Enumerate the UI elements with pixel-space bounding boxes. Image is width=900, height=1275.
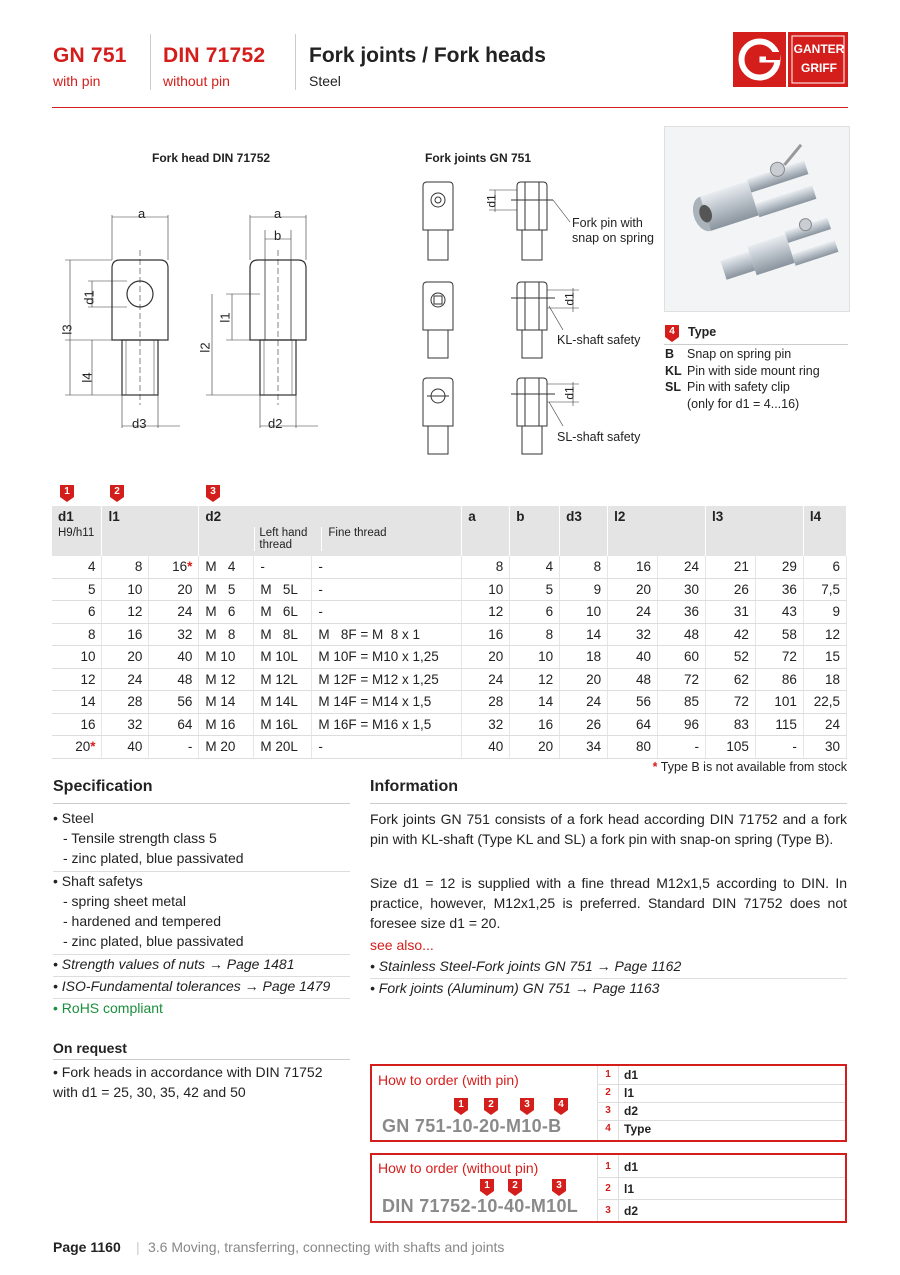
table-cell: M 5 — [199, 578, 254, 601]
table-cell: 115 — [755, 713, 803, 736]
table-cell: - — [658, 736, 706, 759]
table-cell: 30 — [803, 736, 846, 759]
table-cell: 10 — [102, 578, 149, 601]
table-cell: 36 — [755, 578, 803, 601]
on-request-title: On request — [53, 1040, 127, 1056]
table-cell: 72 — [658, 668, 706, 691]
table-cell: 24 — [658, 556, 706, 578]
order-with-pin-title: How to order (with pin) — [378, 1072, 519, 1088]
fork-head-drawing — [60, 190, 350, 450]
order-code-without-pin: DIN 71752-10-40-M10L — [382, 1196, 579, 1216]
fork-head-label: Fork head DIN 71752 — [152, 151, 271, 165]
table-row — [52, 623, 847, 646]
table-cell: 20 — [510, 736, 560, 759]
table-cell: 10 — [560, 601, 608, 624]
table-cell: 20 — [102, 646, 149, 669]
th-d3: d3 — [560, 506, 608, 556]
table-cell: 15 — [803, 646, 846, 669]
marker-2: 2 — [110, 485, 124, 502]
order-marker-1: 1 — [480, 1179, 494, 1196]
spec-link-nuts[interactable]: • Strength values of nuts → Page 1481 — [53, 956, 295, 972]
spec-item: - zinc plated, blue passivated — [63, 933, 244, 949]
table-cell: 72 — [705, 691, 755, 714]
table-cell: 20* — [52, 736, 102, 759]
table-cell: 30 — [658, 578, 706, 601]
table-cell: 12 — [510, 668, 560, 691]
order-row: 3 d2 — [598, 1102, 845, 1121]
table-cell: 8 — [102, 556, 149, 578]
table-cell: - — [312, 601, 462, 624]
table-footnote: * Type B is not available from stock — [652, 760, 847, 774]
table-cell: - — [755, 736, 803, 759]
order-marker-1: 1 — [454, 1098, 468, 1115]
table-cell: 24 — [149, 601, 199, 624]
dim-d2: d2 — [268, 416, 283, 431]
th-l4: l4 — [803, 506, 846, 556]
table-cell: 10 — [52, 646, 102, 669]
table-cell: M 16F = M16 x 1,5 — [312, 713, 462, 736]
order-row: 3 d2 — [605, 1204, 639, 1218]
table-cell: 32 — [102, 713, 149, 736]
order-row: 1 d1 — [598, 1066, 845, 1085]
table-cell: 60 — [658, 646, 706, 669]
table-cell: 6 — [52, 601, 102, 624]
table-cell: 18 — [803, 668, 846, 691]
table-cell: 29 — [755, 556, 803, 578]
dim-d1: d1 — [81, 290, 97, 305]
table-row — [52, 668, 847, 691]
dim-d1-kl: d1 — [562, 292, 577, 306]
table-cell: 6 — [803, 556, 846, 578]
logo-text-griff: GRIFF — [801, 61, 837, 75]
table-cell: 16 — [102, 623, 149, 646]
table-cell: 16* — [149, 556, 199, 578]
dim-b: b — [274, 228, 282, 243]
table-cell: 20 — [608, 578, 658, 601]
table-cell: 14 — [560, 623, 608, 646]
table-row — [52, 646, 847, 669]
table-cell: 40 — [102, 736, 149, 759]
on-request-text: • Fork heads in accordance with DIN 71752 with d1 = 25, 30, 35, 42 and 50 — [53, 1064, 323, 1100]
marker-3: 3 — [206, 485, 220, 502]
callout-snap-spring: Fork pin with snap on spring — [572, 216, 655, 245]
product-code-din71752-sub: without pin — [163, 73, 230, 89]
table-cell: M 12 — [199, 668, 254, 691]
table-cell: 36 — [658, 601, 706, 624]
table-cell: M 14L — [254, 691, 312, 714]
table-cell: 40 — [462, 736, 510, 759]
table-cell: 80 — [608, 736, 658, 759]
order-without-pin-title: How to order (without pin) — [378, 1160, 539, 1176]
table-cell: M 8F = M 8 x 1 — [312, 623, 462, 646]
table-cell: 24 — [560, 691, 608, 714]
table-cell: 18 — [560, 646, 608, 669]
order-marker-4: 4 — [554, 1098, 568, 1115]
table-cell: 22,5 — [803, 691, 846, 714]
table-cell: 43 — [755, 601, 803, 624]
table-row — [52, 736, 847, 759]
table-row — [52, 578, 847, 601]
table-row — [52, 691, 847, 714]
dim-l2: l2 — [197, 342, 213, 353]
table-cell: 96 — [658, 713, 706, 736]
page-subtitle: Steel — [309, 73, 341, 89]
table-cell: 16 — [510, 713, 560, 736]
product-code-gn751: GN 751 — [53, 44, 127, 67]
order-box-with-pin — [370, 1064, 847, 1142]
table-cell: 28 — [102, 691, 149, 714]
order-marker-2: 2 — [484, 1098, 498, 1115]
order-row: 2 l1 — [598, 1084, 845, 1103]
table-cell: 32 — [462, 713, 510, 736]
table-cell: 31 — [705, 601, 755, 624]
table-cell: M 16 — [199, 713, 254, 736]
table-cell: 20 — [560, 668, 608, 691]
dim-d1-sl: d1 — [562, 386, 577, 400]
info-para1: Fork joints GN 751 consists of a fork head according DIN 71752 and a fork pin with KL-shaft (Type KL and SL) a fork pin with snap-on spring (Type B). — [370, 811, 847, 847]
table-cell: - — [149, 736, 199, 759]
table-cell: M 8L — [254, 623, 312, 646]
dim-l4: l4 — [79, 372, 95, 383]
type-title: Type — [688, 325, 717, 339]
marker-4: 4 — [665, 325, 679, 342]
table-cell: 85 — [658, 691, 706, 714]
dim-a-front: a — [138, 206, 146, 221]
marker-1: 1 — [60, 485, 74, 502]
table-cell: 4 — [52, 556, 102, 578]
dimensions-table — [52, 506, 847, 759]
th-l1: l1 — [102, 506, 199, 556]
link-aluminum[interactable]: • Fork joints (Aluminum) GN 751 → Page 1163 — [370, 980, 660, 996]
th-l3: l3 — [705, 506, 803, 556]
table-cell: 16 — [52, 713, 102, 736]
table-cell: M 12L — [254, 668, 312, 691]
table-cell: 12 — [803, 623, 846, 646]
table-cell: 16 — [608, 556, 658, 578]
table-cell: 42 — [705, 623, 755, 646]
table-cell: 32 — [608, 623, 658, 646]
table-cell: 64 — [608, 713, 658, 736]
table-cell: 12 — [462, 601, 510, 624]
table-row — [52, 713, 847, 736]
table-row — [52, 601, 847, 624]
table-cell: M 14 — [199, 691, 254, 714]
table-cell: 32 — [149, 623, 199, 646]
table-cell: 83 — [705, 713, 755, 736]
spec-item: - spring sheet metal — [63, 893, 186, 909]
table-cell: 48 — [149, 668, 199, 691]
table-cell: M 14F = M14 x 1,5 — [312, 691, 462, 714]
table-cell: 40 — [608, 646, 658, 669]
table-cell: M 10L — [254, 646, 312, 669]
spec-item: - hardened and tempered — [63, 913, 221, 929]
table-cell: - — [254, 556, 312, 578]
dim-a-side: a — [274, 206, 282, 221]
table-cell: 56 — [608, 691, 658, 714]
order-row: 4 Type — [605, 1122, 652, 1136]
rohs-label: • RoHS compliant — [53, 1000, 163, 1016]
order-marker-3: 3 — [552, 1179, 566, 1196]
page-number: Page 1160 — [53, 1239, 121, 1255]
table-cell: 72 — [755, 646, 803, 669]
type-list: B Snap on spring pin KL Pin with side mount ring SL Pin with safety clip (only for d1 = 4...16) — [665, 347, 820, 411]
table-cell: 26 — [560, 713, 608, 736]
spec-item: - zinc plated, blue passivated — [63, 850, 244, 866]
spec-item: • Steel — [53, 810, 94, 826]
table-cell: - — [312, 556, 462, 578]
table-cell: 10 — [462, 578, 510, 601]
page-title: Fork joints / Fork heads — [309, 44, 546, 67]
th-fine-thread: Fine thread — [321, 527, 392, 551]
info-title: Information — [370, 778, 458, 795]
table-cell: 8 — [52, 623, 102, 646]
table-cell: M 16L — [254, 713, 312, 736]
logo-text-ganter: GANTER — [793, 42, 845, 56]
th-d2: d2 Left hand thread Fine thread — [199, 506, 462, 556]
spec-link-iso[interactable]: • ISO-Fundamental tolerances → Page 1479 — [53, 978, 331, 994]
product-code-din71752: DIN 71752 — [163, 44, 266, 67]
spec-title: Specification — [53, 778, 153, 795]
order-marker-2: 2 — [508, 1179, 522, 1196]
table-cell: 14 — [52, 691, 102, 714]
table-row — [52, 556, 847, 578]
fork-joints-drawing — [415, 170, 665, 460]
table-cell: 28 — [462, 691, 510, 714]
dim-l1: l1 — [217, 312, 233, 323]
table-cell: 58 — [755, 623, 803, 646]
table-cell: 34 — [560, 736, 608, 759]
table-cell: 24 — [608, 601, 658, 624]
table-cell: 21 — [705, 556, 755, 578]
order-row: 2 l1 — [598, 1177, 845, 1200]
table-cell: - — [312, 578, 462, 601]
table-cell: M 6L — [254, 601, 312, 624]
table-cell: 12 — [52, 668, 102, 691]
table-cell: M 6 — [199, 601, 254, 624]
spec-item: • Shaft safetys — [53, 873, 143, 889]
table-cell: 16 — [462, 623, 510, 646]
info-para2: Size d1 = 12 is supplied with a fine thread M12x1,5 according to DIN. In practice, however, M12x1,25 is preferred. Standard DIN 71752 does not foresee size d1 = 20. — [370, 875, 847, 931]
table-cell: 8 — [462, 556, 510, 578]
dim-l3: l3 — [59, 324, 75, 335]
chapter-title: 3.6 Moving, transferring, connecting with shafts and joints — [148, 1239, 505, 1255]
product-photo — [664, 126, 850, 312]
table-cell: 6 — [510, 601, 560, 624]
order-code-with-pin: GN 751-10-20-M10-B — [382, 1116, 562, 1136]
table-cell: 12 — [102, 601, 149, 624]
callout-kl-shaft: KL-shaft safety — [557, 333, 641, 347]
dim-d3: d3 — [132, 416, 147, 431]
table-cell: M 20 — [199, 736, 254, 759]
fork-joints-label: Fork joints GN 751 — [425, 151, 532, 165]
table-cell: - — [312, 736, 462, 759]
table-cell: 5 — [52, 578, 102, 601]
order-marker-3: 3 — [520, 1098, 534, 1115]
table-cell: 26 — [705, 578, 755, 601]
product-code-gn751-sub: with pin — [53, 73, 101, 89]
see-also-label: see also... — [370, 937, 434, 953]
table-cell: 10 — [510, 646, 560, 669]
table-cell: 56 — [149, 691, 199, 714]
table-cell: 20 — [149, 578, 199, 601]
ganter-logo — [733, 32, 848, 87]
table-cell: 5 — [510, 578, 560, 601]
table-cell: 20 — [462, 646, 510, 669]
table-cell: 24 — [462, 668, 510, 691]
table-cell: 52 — [705, 646, 755, 669]
table-cell: 48 — [658, 623, 706, 646]
th-a: a — [462, 506, 510, 556]
table-cell: M 8 — [199, 623, 254, 646]
table-cell: 101 — [755, 691, 803, 714]
table-cell: 24 — [803, 713, 846, 736]
table-cell: 14 — [510, 691, 560, 714]
th-l2: l2 — [608, 506, 706, 556]
table-cell: M 10F = M10 x 1,25 — [312, 646, 462, 669]
table-cell: 9 — [803, 601, 846, 624]
table-cell: 7,5 — [803, 578, 846, 601]
table-cell: 64 — [149, 713, 199, 736]
th-left-hand: Left hand thread — [254, 527, 321, 551]
table-cell: 40 — [149, 646, 199, 669]
table-cell: 8 — [510, 623, 560, 646]
table-cell: 4 — [510, 556, 560, 578]
table-cell: M 12F = M12 x 1,25 — [312, 668, 462, 691]
table-cell: 8 — [560, 556, 608, 578]
order-box-without-pin — [370, 1153, 847, 1223]
th-d1: d1 H9/h11 — [52, 506, 102, 556]
order-row: 1 d1 — [598, 1155, 845, 1178]
spec-item: - Tensile strength class 5 — [63, 830, 217, 846]
dim-d1-b: d1 — [484, 194, 499, 208]
table-cell: 24 — [102, 668, 149, 691]
table-cell: 105 — [705, 736, 755, 759]
table-cell: 86 — [755, 668, 803, 691]
table-cell: M 20L — [254, 736, 312, 759]
table-cell: 48 — [608, 668, 658, 691]
table-cell: M 4 — [199, 556, 254, 578]
table-cell: 62 — [705, 668, 755, 691]
callout-sl-shaft: SL-shaft safety — [557, 430, 641, 444]
link-stainless[interactable]: • Stainless Steel-Fork joints GN 751 → Page 1162 — [370, 958, 682, 974]
th-b: b — [510, 506, 560, 556]
table-cell: M 5L — [254, 578, 312, 601]
table-cell: M 10 — [199, 646, 254, 669]
table-cell: 9 — [560, 578, 608, 601]
